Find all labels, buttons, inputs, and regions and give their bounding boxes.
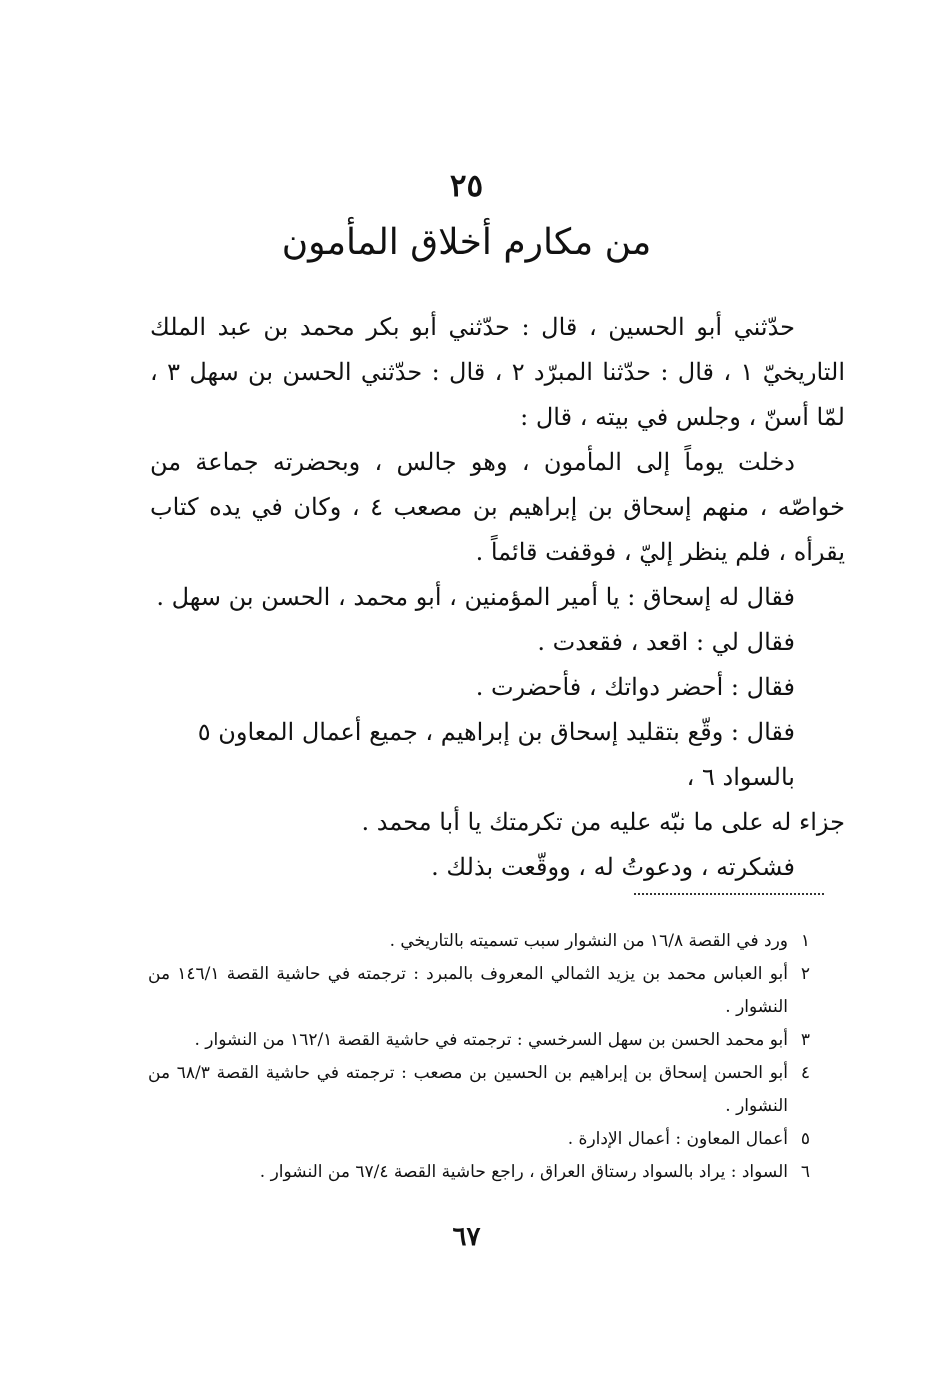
dialog-line-3: فقال : أحضر دواتك ، فأحضرت .: [475, 673, 795, 701]
footnote-text: أبو محمد الحسن بن سهل السرخسي : ترجمته في حاشية القصة ١٦٢/١ من النشوار .: [194, 1030, 788, 1050]
footnote-text: أعمال المعاون : أعمال الإدارة .: [567, 1129, 788, 1149]
dialog-line-2: فقال لي : اقعد ، فقعدت .: [537, 628, 795, 656]
page-number: ٦٧: [452, 1222, 481, 1252]
footnote-item: [148, 925, 810, 958]
story-title: من مكارم أخلاق المأمون: [281, 222, 652, 263]
closing-line: فشكرته ، ودعوتُ له ، ووقّعت بذلك .: [431, 853, 795, 881]
footnote-item: [148, 958, 810, 1024]
footnote-item: [148, 1156, 810, 1189]
footnote-text: أبو الحسن إسحاق بن إبراهيم بن الحسين بن مصعب : ترجمته في حاشية القصة ٦٨/٣ من النشوار .: [148, 1063, 788, 1116]
paragraph-1: حدّثني أبو الحسين ، قال : حدّثني أبو بكر محمد بن عبد الملك التاريخيّ ١ ، قال : حدّثنا المبرّد ٢ ، قال : حدّثني الحسن بن سهل ٣ ، لمّا أسنّ ، وجلس في بيته ، قال :: [150, 313, 845, 431]
footnote-number: ٥: [800, 1129, 810, 1149]
footnote-number: ٦: [800, 1162, 810, 1182]
footnote-text: أبو العباس محمد بن يزيد الثمالي المعروف بالمبرد : ترجمته في حاشية القصة ١٤٦/١ من النشوار .: [148, 964, 788, 1017]
dialog-continuation: جزاء له على ما نبّه عليه من تكرمتك يا أبا محمد .: [361, 808, 845, 836]
paragraph-2: دخلت يوماً إلى المأمون ، وهو جالس ، وبحضرته جماعة من خواصّه ، منهم إسحاق بن إبراهيم بن مصعب ٤ ، وكان في يده كتاب يقرأه ، فلم ينظر إليّ ، فوقفت قائماً .: [150, 448, 845, 566]
story-body: [150, 305, 845, 890]
footnote-separator: [634, 893, 824, 895]
footnote-number: ٢: [800, 964, 810, 984]
footnote-number: ٤: [800, 1063, 810, 1083]
story-number: ٢٥: [449, 168, 484, 204]
footnote-item: [148, 1123, 810, 1156]
footnote-item: [148, 1024, 810, 1057]
footnote-number: ١: [800, 931, 810, 951]
dialog-line-4: فقال : وقّع بتقليد إسحاق بن إبراهيم ، جميع أعمال المعاون ٥ بالسواد ٦ ،: [197, 718, 795, 791]
footnotes: [148, 925, 810, 1189]
footnote-text: ورد في القصة ١٦/٨ من النشوار سبب تسميته بالتاريخي .: [389, 931, 788, 951]
footnote-item: [148, 1057, 810, 1123]
footnote-text: السواد : يراد بالسواد رستاق العراق ، راجع حاشية القصة ٦٧/٤ من النشوار .: [259, 1162, 788, 1182]
footnote-number: ٣: [800, 1030, 810, 1050]
dialog-line-1: فقال له إسحاق : يا أمير المؤمنين ، أبو محمد ، الحسن بن سهل .: [156, 583, 795, 611]
